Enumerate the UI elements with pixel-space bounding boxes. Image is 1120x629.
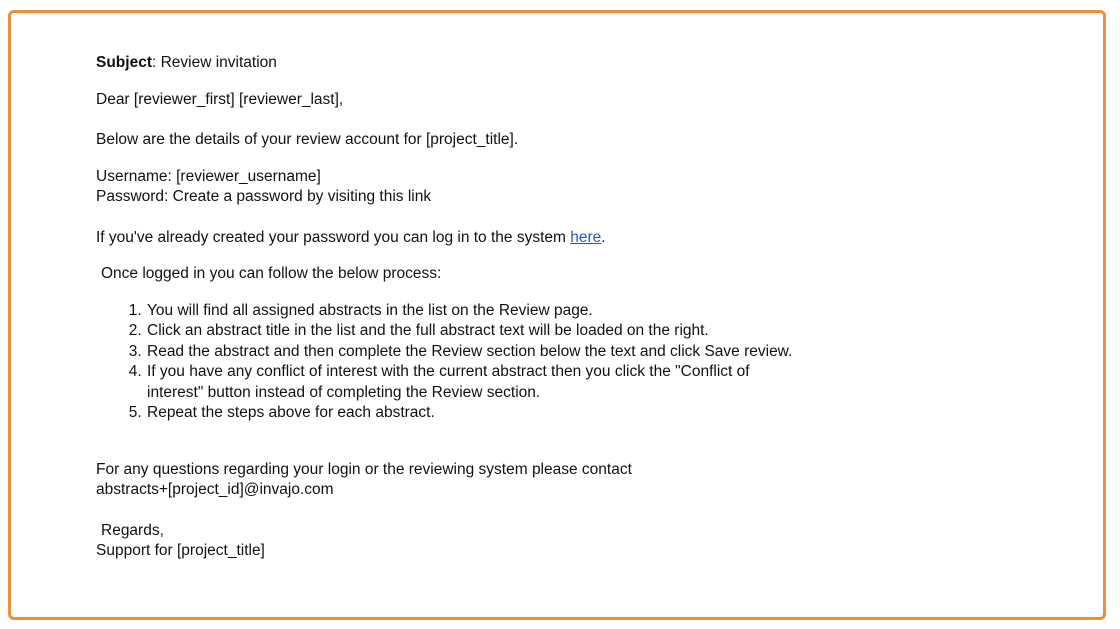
process-steps-list — [96, 301, 796, 424]
regards: Regards, — [101, 521, 164, 539]
login-line — [96, 228, 796, 249]
subject-label: Subject — [96, 54, 152, 71]
process-step: 5. Repeat the steps above for each abstract. — [146, 403, 796, 424]
subject-value: : Review invitation — [151, 54, 277, 71]
login-suffix: . — [601, 228, 606, 246]
greeting: Dear [reviewer_first] [reviewer_last], — [96, 90, 344, 108]
contact-email: abstracts+[project_id]@invajo.com — [96, 481, 334, 498]
process-step: 2. Click an abstract title in the list and the full abstract text will be loaded on the right. — [146, 321, 796, 342]
email-template-frame — [8, 10, 1106, 620]
process-intro: Once logged in you can follow the below process: — [101, 265, 442, 282]
login-prefix: If you've already created your password you can log in to the system — [96, 228, 571, 246]
process-step: 1. You will find all assigned abstracts in the list on the Review page. — [146, 301, 796, 322]
subject-line — [96, 53, 796, 74]
login-here-link[interactable]: here — [570, 228, 602, 246]
contact-line: For any questions regarding your login or the reviewing system please contact — [96, 460, 632, 478]
password-line: Password: Create a password by visiting this link — [96, 188, 432, 205]
process-step: 3. Read the abstract and then complete the Review section below the text and click Save review. — [146, 342, 796, 363]
intro-text: Below are the details of your review account for [project_title]. — [96, 131, 519, 148]
email-body — [96, 53, 796, 562]
process-step: 4. If you have any conflict of interest with the current abstract then you click the "Conflict of interest" button instead of completing the Review section. — [146, 362, 796, 403]
signature: Support for [project_title] — [96, 542, 265, 559]
username-line: Username: [reviewer_username] — [96, 167, 321, 185]
